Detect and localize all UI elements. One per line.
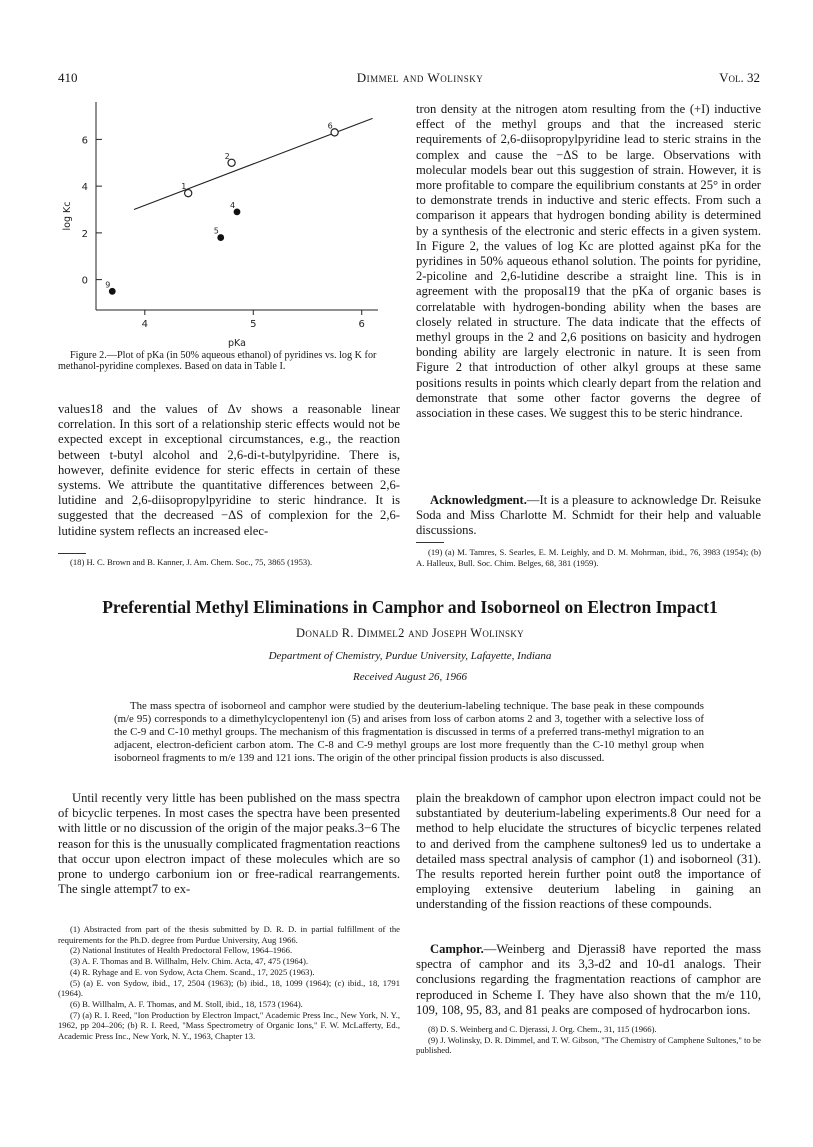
camphor-label: Camphor. <box>430 942 484 956</box>
footnote-2: (2) National Institutes of Health Predoctoral Fellow, 1964–1966. <box>70 945 293 956</box>
x-tick-label: 5 <box>250 319 257 330</box>
footnote-1: (1) Abstracted from part of the thesis submitted by D. R. D. in partial fulfillment of the requirements for the Ph.D. degree from Purdue University, Aug 1966. <box>58 924 400 945</box>
acknowledgment-text: —It is a pleasure to acknowledge Dr. Reisuke Soda and Miss Charlotte M. Schmidt for their help and valuable discussions. <box>416 493 761 538</box>
camphor-text: —Weinberg and Djerassi8 have reported the mass spectra of camphor and its 3,3-d2 and 10-d1 analogs. Their conclusions regarding the fragmentation reactions of camphor are reproduced in Scheme I. They have also shown that the m/e 110, 109, 108, 95, 83, and 81 peaks are composed of hydrocarbon ions. <box>416 942 761 1017</box>
footnote-18: (18) H. C. Brown and B. Kanner, J. Am. Chem. Soc., 75, 3865 (1953). <box>70 557 313 567</box>
y-tick-label: 2 <box>81 228 88 240</box>
acknowledgment <box>416 493 761 539</box>
article-title: Preferential Methyl Eliminations in Camphor and Isoborneol on Electron Impact1 <box>102 597 718 617</box>
point-label: 5 <box>213 226 219 236</box>
camphor-paragraph <box>416 942 761 1018</box>
body-right-paragraph: plain the breakdown of camphor upon electron impact could not be substantiated by deuterium-labeling experiments.8 Our need for a method to help elucidate the structures of bicyclic terpenes related to and derived from the camphene sultones9 led us to undertake a detailed mass spectral analysis of camphor (1) and isoborneol (31). The results reported herein further point out8 the importance of employing extensive deuterium labeling in gaining an understanding of the fission reactions of these compounds. <box>416 791 761 912</box>
received-date: Received August 26, 1966 <box>352 671 468 683</box>
acknowledgment-label: Acknowledgment. <box>430 493 527 507</box>
x-axis-label: pKa <box>228 338 246 348</box>
footnotes-right <box>416 1024 761 1056</box>
figure-2 <box>58 98 400 348</box>
footnote-8: (8) D. S. Weinberg and C. Djerassi, J. Org. Chem., 31, 115 (1966). <box>428 1024 657 1034</box>
footnote-5: (5) (a) E. von Sydow, ibid., 17, 2504 (1963); (b) ibid., 18, 1099 (1964); (c) ibid., 18, 1791 (1964). <box>58 977 400 999</box>
volume: Vol. 32 <box>719 70 760 85</box>
x-tick-label: 4 <box>141 319 148 330</box>
footnote-7: (7) (a) R. I. Reed, "Ion Production by Electron Impact," Academic Press Inc., New York, N. Y., 1962, pp 204–206; (b) R. I. Reed, "Mass Spectrometry of Organic Ions," F. W. McLafferty, Ed., Academic Press Inc., New York, N. Y., 1963, Chapter 13. <box>58 1009 400 1042</box>
footnote-3: (3) A. F. Thomas and B. Willhalm, Helv. Chim. Acta, 47, 475 (1964). <box>70 956 308 967</box>
y-tick-label: 4 <box>81 182 88 194</box>
y-axis-label: log Kc <box>62 201 73 231</box>
footnotes-left <box>58 924 400 1042</box>
figure-caption: Figure 2.—Plot of pKa (in 50% aqueous ethanol) of pyridines vs. log K for methanol-pyridine complexes. Based on data in Table I. <box>58 350 377 373</box>
footnote-rule <box>416 542 444 543</box>
footnote-6: (6) B. Willhalm, A. F. Thomas, and M. Stoll, ibid., 18, 1573 (1964). <box>70 998 303 1009</box>
y-tick-label: 6 <box>81 135 88 147</box>
footnote-4: (4) R. Ryhage and E. von Sydow, Acta Chem. Scand., 17, 2025 (1963). <box>70 966 315 977</box>
point-label: 6 <box>327 121 333 131</box>
article-authors: Donald R. Dimmel2 and Joseph Wolinsky <box>296 626 524 640</box>
body-left-paragraph: Until recently very little has been published on the mass spectra of bicyclic terpenes. In most cases the spectra have been presented with little or no discussion of the origin of the major peaks.3−6 The reason for this is the unusually complicated fragmentation reactions that occur upon electron impact of these molecules which are so prone to undergo carbonium ion or free-radical rearrangements. The single attempt7 to ex- <box>58 791 400 897</box>
point-label: 2 <box>224 151 230 161</box>
point-label: 1 <box>181 182 187 192</box>
right-column-paragraph: tron density at the nitrogen atom resulting from the (+I) inductive effect of the methyl groups and that the increased steric requirements of 2,6-diisopropylpyridine lead to steric strains in the complex and cause the −ΔS to be large. Observations with molecular models bear out this suggestion of strain. However, it is more profitable to compare the equilibrium constants at 25° in order to demonstrate trends in inductive and steric effects. From such a comparison it appears that hydrogen bonding ability is determined by a synthesis of the electronic and steric effects in a given system. In Figure 2, the values of log Kc are plotted against pKa for the pyridines in 50% aqueous ethanol solution. The points for pyridine, 2-picoline and 2,6-lutidine describe a straight line. This is in agreement with the proposal19 that the pKa of organic bases is correlatable with hydrogen-bonding ability when the bases are closely related in structure. The data indicate that the effects of methyl groups in the 2 and 2,6 positions on basicity and hydrogen bonding ability are largely electronic in nature. It is seen from Figure 2 that introduction of other alkyl groups at these same positions results in points which clearly depart from the relation and demonstrate that some other factor governs the degree of association in these cases. We suggest this to be steric hindrance. <box>416 102 761 421</box>
x-tick-label: 6 <box>358 319 365 330</box>
footnote-rule <box>58 553 86 554</box>
page-number: 410 <box>58 70 78 85</box>
running-title: Dimmel and Wolinsky <box>356 70 484 85</box>
abstract: The mass spectra of isoborneol and camphor were studied by the deuterium-labeling technique. The base peak in these compounds (m/e 95) corresponds to a dimethylcyclopentenyl ion (5) and arises from loss of carbon atoms 2 and 3, together with a selective loss of the C-9 and C-10 methyl groups. The mechanism of this fragmentation is discussed in terms of a preferred trans-methyl migration to an adjacent, electron-deficient carbon atom. The C-8 and C-9 methyl groups are lost more frequently than the C-10 methyl group when isoborneol fragments to m/e 139 and 121 ions. The origin of the other principal fission products is also discussed. <box>114 700 704 764</box>
y-tick-label: 0 <box>81 275 88 287</box>
footnote-19: (19) (a) M. Tamres, S. Searles, E. M. Leighly, and D. M. Mohrman, ibid., 76, 3983 (1954); (b) A. Halleux, Bull. Soc. Chim. Belges, 68, 381 (1959). <box>416 547 761 568</box>
point-label: 9 <box>105 280 111 290</box>
point-label: 4 <box>230 200 236 210</box>
footnote-9: (9) J. Wolinsky, D. R. Dimmel, and T. W. Gibson, "The Chemistry of Camphene Sultones," to be published. <box>416 1034 761 1056</box>
left-column-paragraph: values18 and the values of Δν shows a reasonable linear correlation. In this sort of a relationship steric effects would not be expected except in exceptional circumstances, e.g., the reaction between t-butyl alcohol and 2,6-di-t-butylpyridine. There is, however, definite evidence for steric effects in certain of these systems. We attribute the quantitative differences between 2,6-lutidine and 2,6-diisopropylpyridine to steric hindrance. It is suggested that the decreased −ΔS of complexion for the 2,6-lutidine system reflects an increased elec- <box>58 402 400 538</box>
figure-2-chart <box>58 98 400 348</box>
affiliation: Department of Chemistry, Purdue University, Lafayette, Indiana <box>268 650 552 662</box>
